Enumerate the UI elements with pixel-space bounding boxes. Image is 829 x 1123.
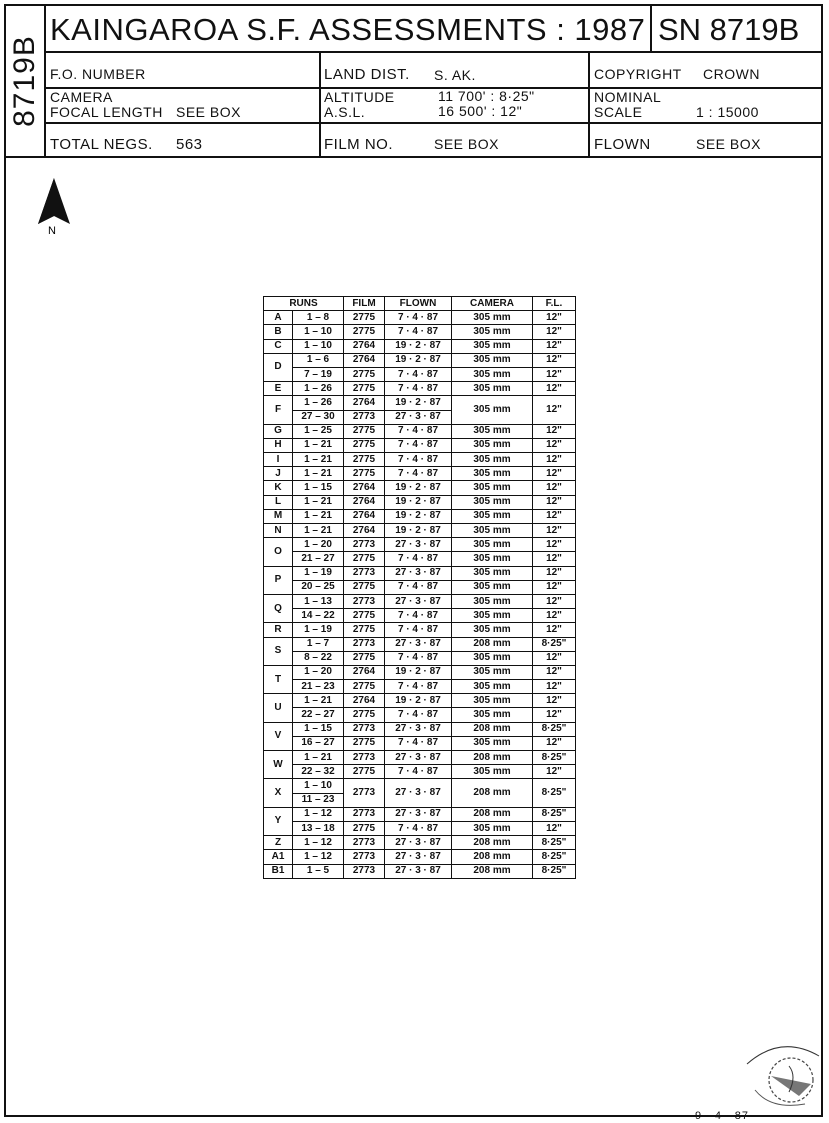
- scale-label: SCALE: [594, 104, 643, 120]
- flown-date: 19 · 2 · 87: [385, 396, 452, 410]
- table-row: [264, 651, 576, 665]
- film-number: 2764: [344, 495, 385, 509]
- flown-date: 7 · 4 · 87: [385, 609, 452, 623]
- run-range: 1 – 21: [293, 524, 344, 538]
- table-row: [264, 765, 576, 779]
- run-range: 1 – 21: [293, 495, 344, 509]
- run-letter: Z: [264, 836, 293, 850]
- camera-focal: 305 mm: [452, 311, 533, 325]
- film-number: 2775: [344, 765, 385, 779]
- run-range: 1 – 19: [293, 566, 344, 580]
- flown-date: 27 · 3 · 87: [385, 850, 452, 864]
- run-range: 22 – 32: [293, 765, 344, 779]
- run-letter: U: [264, 694, 293, 722]
- run-range: 8 – 22: [293, 651, 344, 665]
- copyright-label: COPYRIGHT: [594, 66, 682, 82]
- flown-date: 7 · 4 · 87: [385, 680, 452, 694]
- run-range: 1 – 10: [293, 779, 344, 793]
- run-letter: F: [264, 396, 293, 424]
- film-number: 2773: [344, 594, 385, 608]
- table-row: [264, 594, 576, 608]
- run-range: 1 – 21: [293, 438, 344, 452]
- side-strip: [6, 6, 46, 156]
- table-row: [264, 779, 576, 793]
- camera-focal: 305 mm: [452, 467, 533, 481]
- film-number: 2764: [344, 665, 385, 679]
- camera-focal: 305 mm: [452, 821, 533, 835]
- run-range: 1 – 21: [293, 694, 344, 708]
- run-letter: T: [264, 665, 293, 693]
- table-row: [264, 850, 576, 864]
- focal-length: 12": [533, 325, 576, 339]
- run-letter: B: [264, 325, 293, 339]
- film-no-label: FILM NO.: [324, 136, 394, 153]
- run-range: 11 – 23: [293, 793, 344, 807]
- run-range: 1 – 21: [293, 751, 344, 765]
- run-range: 1 – 21: [293, 509, 344, 523]
- run-range: 16 – 27: [293, 736, 344, 750]
- film-number: 2764: [344, 396, 385, 410]
- focal-length: 8·25": [533, 637, 576, 651]
- film-number: 2775: [344, 453, 385, 467]
- camera-focal: 305 mm: [452, 325, 533, 339]
- camera-focal: 208 mm: [452, 751, 533, 765]
- film-no-value: SEE BOX: [434, 136, 499, 152]
- run-letter: K: [264, 481, 293, 495]
- table-row: [264, 552, 576, 566]
- camera-focal: 305 mm: [452, 736, 533, 750]
- camera-focal: 305 mm: [452, 651, 533, 665]
- run-range: 1 – 12: [293, 850, 344, 864]
- table-row: [264, 807, 576, 821]
- run-range: 1 – 6: [293, 353, 344, 367]
- focal-length: 12": [533, 566, 576, 580]
- table-row: [264, 637, 576, 651]
- table-row: [264, 311, 576, 325]
- focal-length-value: SEE BOX: [176, 104, 241, 120]
- film-number: 2764: [344, 339, 385, 353]
- camera-focal: 305 mm: [452, 367, 533, 381]
- land-dist-value: S. AK.: [434, 67, 476, 83]
- flown-date: 7 · 4 · 87: [385, 453, 452, 467]
- film-number: 2775: [344, 438, 385, 452]
- focal-length: 12": [533, 665, 576, 679]
- flown-date: 27 · 3 · 87: [385, 594, 452, 608]
- table-row: [264, 382, 576, 396]
- run-range: 27 – 30: [293, 410, 344, 424]
- camera-focal: 305 mm: [452, 438, 533, 452]
- run-letter: W: [264, 751, 293, 779]
- flown-date: 27 · 3 · 87: [385, 779, 452, 807]
- fo-number-label: F.O. NUMBER: [50, 66, 146, 82]
- run-range: 1 – 13: [293, 594, 344, 608]
- run-range: 1 – 21: [293, 453, 344, 467]
- camera-focal: 305 mm: [452, 396, 533, 424]
- flown-date: 27 · 3 · 87: [385, 807, 452, 821]
- asl-value: 16 500' : 12": [438, 103, 523, 119]
- flown-date: 7 · 4 · 87: [385, 424, 452, 438]
- land-dist-label: LAND DIST.: [324, 66, 410, 83]
- camera-focal: 208 mm: [452, 779, 533, 807]
- flown-date: 7 · 4 · 87: [385, 382, 452, 396]
- run-range: 1 – 15: [293, 481, 344, 495]
- altitude-label: ALTITUDE: [324, 89, 395, 105]
- table-row: [264, 396, 576, 410]
- film-number: 2773: [344, 410, 385, 424]
- focal-length: 12": [533, 467, 576, 481]
- film-number: 2775: [344, 467, 385, 481]
- run-letter: A: [264, 311, 293, 325]
- flown-date: 19 · 2 · 87: [385, 353, 452, 367]
- flown-date: 7 · 4 · 87: [385, 311, 452, 325]
- film-number: 2764: [344, 353, 385, 367]
- run-range: 1 – 26: [293, 382, 344, 396]
- run-letter: H: [264, 438, 293, 452]
- film-number: 2773: [344, 566, 385, 580]
- table-row: [264, 708, 576, 722]
- flown-date: 19 · 2 · 87: [385, 339, 452, 353]
- run-letter: I: [264, 453, 293, 467]
- table-row: [264, 325, 576, 339]
- camera-focal: 305 mm: [452, 594, 533, 608]
- flown-value: SEE BOX: [696, 136, 761, 152]
- issue-date: 9 · 4 · 87: [695, 1110, 750, 1122]
- flown-date: 19 · 2 · 87: [385, 524, 452, 538]
- focal-length: 12": [533, 481, 576, 495]
- film-number: 2775: [344, 821, 385, 835]
- flown-date: 19 · 2 · 87: [385, 495, 452, 509]
- film-number: 2773: [344, 807, 385, 821]
- run-letter: R: [264, 623, 293, 637]
- table-row: [264, 524, 576, 538]
- focal-length: 8·25": [533, 850, 576, 864]
- title-block: [6, 6, 821, 158]
- flown-date: 7 · 4 · 87: [385, 651, 452, 665]
- flown-date: 7 · 4 · 87: [385, 708, 452, 722]
- run-letter: L: [264, 495, 293, 509]
- film-number: 2764: [344, 694, 385, 708]
- film-number: 2773: [344, 779, 385, 807]
- table-header-row: [264, 297, 576, 311]
- focal-length: 12": [533, 580, 576, 594]
- run-range: 1 – 10: [293, 325, 344, 339]
- flown-date: 19 · 2 · 87: [385, 694, 452, 708]
- run-range: 1 – 21: [293, 467, 344, 481]
- table-row: [264, 367, 576, 381]
- focal-length: 12": [533, 623, 576, 637]
- table-row: [264, 339, 576, 353]
- camera-focal: 305 mm: [452, 665, 533, 679]
- run-range: 7 – 19: [293, 367, 344, 381]
- table-row: [264, 438, 576, 452]
- camera-focal: 305 mm: [452, 708, 533, 722]
- flown-date: 19 · 2 · 87: [385, 665, 452, 679]
- header-film: FILM: [344, 297, 385, 311]
- run-letter: C: [264, 339, 293, 353]
- flown-date: 27 · 3 · 87: [385, 538, 452, 552]
- run-letter: N: [264, 524, 293, 538]
- table-row: [264, 566, 576, 580]
- run-range: 1 – 15: [293, 722, 344, 736]
- camera-focal: 305 mm: [452, 680, 533, 694]
- camera-focal: 305 mm: [452, 580, 533, 594]
- focal-length: 12": [533, 694, 576, 708]
- focal-length: 12": [533, 708, 576, 722]
- camera-focal: 305 mm: [452, 524, 533, 538]
- flown-date: 7 · 4 · 87: [385, 325, 452, 339]
- map-sheet: [4, 4, 823, 1122]
- table-row: [264, 481, 576, 495]
- flown-date: 7 · 4 · 87: [385, 821, 452, 835]
- focal-length: 12": [533, 339, 576, 353]
- run-letter: E: [264, 382, 293, 396]
- table-row: [264, 665, 576, 679]
- focal-length: 12": [533, 453, 576, 467]
- header-runs: RUNS: [264, 297, 344, 311]
- focal-length: 8·25": [533, 836, 576, 850]
- camera-focal: 305 mm: [452, 495, 533, 509]
- flown-date: 27 · 3 · 87: [385, 410, 452, 424]
- flown-date: 7 · 4 · 87: [385, 552, 452, 566]
- run-letter: J: [264, 467, 293, 481]
- run-letter: P: [264, 566, 293, 594]
- focal-length: 12": [533, 353, 576, 367]
- camera-focal: 208 mm: [452, 836, 533, 850]
- run-range: 1 – 7: [293, 637, 344, 651]
- focal-length: 12": [533, 609, 576, 623]
- run-letter: X: [264, 779, 293, 807]
- flown-date: 27 · 3 · 87: [385, 864, 452, 878]
- side-label: 8719B: [8, 35, 41, 127]
- table-row: [264, 509, 576, 523]
- film-number: 2775: [344, 609, 385, 623]
- run-letter: A1: [264, 850, 293, 864]
- run-letter: B1: [264, 864, 293, 878]
- table-row: [264, 694, 576, 708]
- flown-date: 7 · 4 · 87: [385, 438, 452, 452]
- camera-focal: 305 mm: [452, 538, 533, 552]
- film-number: 2775: [344, 580, 385, 594]
- table-row: [264, 538, 576, 552]
- run-letter: Y: [264, 807, 293, 835]
- run-letter: Q: [264, 594, 293, 622]
- film-number: 2775: [344, 382, 385, 396]
- focal-length: 12": [533, 424, 576, 438]
- table-row: [264, 580, 576, 594]
- sheet-title: KAINGAROA S.F. ASSESSMENTS : 1987: [50, 12, 646, 47]
- camera-focal: 305 mm: [452, 424, 533, 438]
- focal-length: 12": [533, 311, 576, 325]
- north-label: N: [48, 225, 56, 236]
- run-range: 1 – 25: [293, 424, 344, 438]
- focal-length: 8·25": [533, 864, 576, 878]
- copyright-value: CROWN: [703, 66, 760, 82]
- focal-length: 12": [533, 524, 576, 538]
- run-letter: D: [264, 353, 293, 381]
- table-row: [264, 424, 576, 438]
- film-number: 2775: [344, 552, 385, 566]
- run-range: 1 – 10: [293, 339, 344, 353]
- film-number: 2775: [344, 651, 385, 665]
- focal-length: 12": [533, 594, 576, 608]
- flown-date: 7 · 4 · 87: [385, 580, 452, 594]
- focal-length: 12": [533, 495, 576, 509]
- table-row: [264, 821, 576, 835]
- total-negs-value: 563: [176, 136, 203, 153]
- camera-focal: 305 mm: [452, 623, 533, 637]
- run-range: 21 – 23: [293, 680, 344, 694]
- flown-date: 7 · 4 · 87: [385, 765, 452, 779]
- run-letter: M: [264, 509, 293, 523]
- flown-date: 7 · 4 · 87: [385, 467, 452, 481]
- film-number: 2775: [344, 680, 385, 694]
- header-fl: F.L.: [533, 297, 576, 311]
- film-number: 2773: [344, 850, 385, 864]
- camera-focal: 208 mm: [452, 637, 533, 651]
- table-row: [264, 751, 576, 765]
- flown-date: 7 · 4 · 87: [385, 623, 452, 637]
- run-letter: V: [264, 722, 293, 750]
- flown-label: FLOWN: [594, 136, 651, 153]
- flown-date: 27 · 3 · 87: [385, 722, 452, 736]
- run-range: 1 – 8: [293, 311, 344, 325]
- film-number: 2773: [344, 722, 385, 736]
- run-letter: S: [264, 637, 293, 665]
- focal-length: 8·25": [533, 722, 576, 736]
- header-flown: FLOWN: [385, 297, 452, 311]
- run-range: 20 – 25: [293, 580, 344, 594]
- camera-focal: 305 mm: [452, 453, 533, 467]
- flown-date: 27 · 3 · 87: [385, 751, 452, 765]
- camera-focal: 305 mm: [452, 765, 533, 779]
- scale-value: 1 : 15000: [696, 104, 759, 120]
- flown-date: 27 · 3 · 87: [385, 566, 452, 580]
- run-range: 13 – 18: [293, 821, 344, 835]
- table-row: [264, 836, 576, 850]
- table-row: [264, 623, 576, 637]
- run-range: 1 – 12: [293, 836, 344, 850]
- camera-focal: 208 mm: [452, 850, 533, 864]
- camera-focal: 305 mm: [452, 509, 533, 523]
- sortie-number: SN 8719B: [658, 12, 800, 47]
- table-row: [264, 609, 576, 623]
- film-number: 2775: [344, 736, 385, 750]
- run-range: 22 – 27: [293, 708, 344, 722]
- film-number: 2764: [344, 509, 385, 523]
- run-range: 1 – 20: [293, 538, 344, 552]
- table-row: [264, 453, 576, 467]
- film-number: 2773: [344, 836, 385, 850]
- focal-length: 8·25": [533, 779, 576, 807]
- run-range: 21 – 27: [293, 552, 344, 566]
- film-number: 2764: [344, 524, 385, 538]
- film-number: 2775: [344, 708, 385, 722]
- table-row: [264, 864, 576, 878]
- camera-focal: 305 mm: [452, 481, 533, 495]
- camera-label: CAMERA: [50, 89, 113, 105]
- run-range: 1 – 26: [293, 396, 344, 410]
- film-number: 2773: [344, 864, 385, 878]
- table-row: [264, 722, 576, 736]
- table-row: [264, 736, 576, 750]
- focal-length: 12": [533, 367, 576, 381]
- focal-length: 12": [533, 680, 576, 694]
- focal-length: 12": [533, 382, 576, 396]
- asl-label: A.S.L.: [324, 104, 366, 120]
- film-number: 2775: [344, 623, 385, 637]
- camera-focal: 305 mm: [452, 552, 533, 566]
- camera-focal: 305 mm: [452, 382, 533, 396]
- run-letter: G: [264, 424, 293, 438]
- camera-focal: 208 mm: [452, 807, 533, 821]
- total-negs-label: TOTAL NEGS.: [50, 136, 153, 153]
- focal-length: 12": [533, 396, 576, 424]
- focal-length: 8·25": [533, 751, 576, 765]
- flown-date: 19 · 2 · 87: [385, 481, 452, 495]
- run-letter: O: [264, 538, 293, 566]
- table-row: [264, 353, 576, 367]
- run-range: 1 – 20: [293, 665, 344, 679]
- camera-focal: 305 mm: [452, 694, 533, 708]
- focal-length: 12": [533, 509, 576, 523]
- film-number: 2773: [344, 538, 385, 552]
- table-row: [264, 680, 576, 694]
- film-number: 2773: [344, 751, 385, 765]
- camera-focal: 305 mm: [452, 566, 533, 580]
- aerial-mapping-stamp-icon: [741, 1036, 823, 1116]
- film-number: 2775: [344, 424, 385, 438]
- film-number: 2764: [344, 481, 385, 495]
- flown-date: 7 · 4 · 87: [385, 736, 452, 750]
- focal-length: 12": [533, 821, 576, 835]
- focal-length: 12": [533, 765, 576, 779]
- camera-focal: 305 mm: [452, 609, 533, 623]
- table-row: [264, 467, 576, 481]
- north-arrow-icon: [34, 176, 74, 236]
- run-range: 1 – 12: [293, 807, 344, 821]
- header-camera: CAMERA: [452, 297, 533, 311]
- flown-date: 19 · 2 · 87: [385, 509, 452, 523]
- camera-focal: 208 mm: [452, 722, 533, 736]
- film-number: 2775: [344, 311, 385, 325]
- altitude-value: 11 700' : 8·25": [438, 88, 535, 104]
- focal-length: 12": [533, 651, 576, 665]
- focal-length-label: FOCAL LENGTH: [50, 104, 163, 120]
- camera-focal: 208 mm: [452, 864, 533, 878]
- flown-date: 7 · 4 · 87: [385, 367, 452, 381]
- focal-length: 12": [533, 736, 576, 750]
- focal-length: 12": [533, 552, 576, 566]
- flown-date: 27 · 3 · 87: [385, 836, 452, 850]
- film-number: 2775: [344, 325, 385, 339]
- camera-focal: 305 mm: [452, 353, 533, 367]
- run-range: 1 – 19: [293, 623, 344, 637]
- run-range: 1 – 5: [293, 864, 344, 878]
- table-row: [264, 495, 576, 509]
- focal-length: 12": [533, 538, 576, 552]
- run-range: 14 – 22: [293, 609, 344, 623]
- camera-focal: 305 mm: [452, 339, 533, 353]
- focal-length: 12": [533, 438, 576, 452]
- film-number: 2775: [344, 367, 385, 381]
- focal-length: 8·25": [533, 807, 576, 821]
- nominal-label: NOMINAL: [594, 89, 662, 105]
- film-number: 2773: [344, 637, 385, 651]
- flown-date: 27 · 3 · 87: [385, 637, 452, 651]
- runs-table: [263, 296, 576, 879]
